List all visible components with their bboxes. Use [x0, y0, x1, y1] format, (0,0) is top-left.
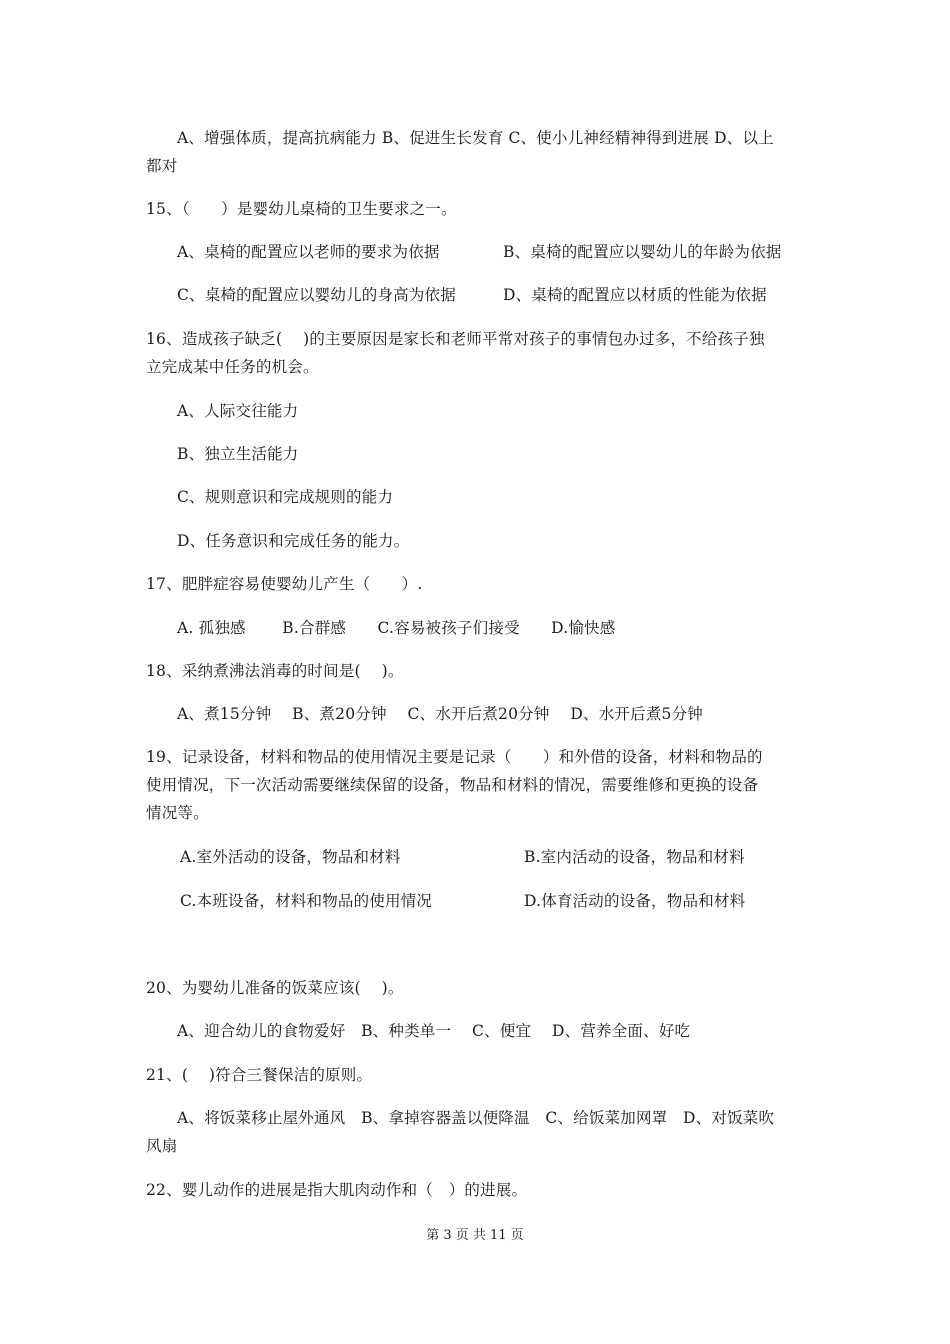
q15-option-b: B、桌椅的配置应以婴幼儿的年龄为依据 — [503, 243, 782, 261]
q16-stem-line1: 16、造成孩子缺乏( )的主要原因是家长和老师平常对孩子的事情包办过多，不给孩子独 — [146, 330, 765, 348]
q16-option-b: B、独立生活能力 — [177, 445, 299, 463]
q16-option-a: A、人际交往能力 — [177, 402, 299, 420]
q14-options-line1: A、增强体质，提高抗病能力 B、促进生长发育 C、使小儿神经精神得到进展 D、以上 — [177, 129, 774, 147]
q21-stem: 21、( )符合三餐保洁的原则。 — [146, 1066, 373, 1084]
q16-stem-line2: 立完成某中任务的机会。 — [146, 358, 319, 376]
q17-stem: 17、肥胖症容易使婴幼儿产生（ ）. — [146, 575, 423, 593]
q17-options: A. 孤独感 B.合群感 C.容易被孩子们接受 D.愉快感 — [177, 619, 616, 637]
q22-stem: 22、婴儿动作的进展是指大肌肉动作和（ ）的进展。 — [146, 1181, 528, 1199]
q19-stem-line2: 使用情况，下一次活动需要继续保留的设备，物品和材料的情况，需要维修和更换的设备 — [146, 776, 759, 794]
q19-option-b: B.室内活动的设备，物品和材料 — [524, 848, 745, 866]
q19-stem-line1: 19、记录设备，材料和物品的使用情况主要是记录（ ）和外借的设备，材料和物品的 — [146, 748, 763, 766]
q20-options: A、迎合幼儿的食物爱好 B、种类单一 C、便宜 D、营养全面、好吃 — [177, 1022, 691, 1040]
q14-options-line2: 都对 — [146, 157, 178, 175]
q21-options-line2: 风扇 — [146, 1137, 178, 1155]
q15-stem: 15、（ ）是婴幼儿桌椅的卫生要求之一。 — [146, 200, 457, 218]
q20-stem: 20、为婴幼儿准备的饭菜应该( )。 — [146, 979, 404, 997]
q19-option-d: D.体育活动的设备，物品和材料 — [524, 892, 746, 910]
q15-option-d: D、桌椅的配置应以材质的性能为依据 — [503, 286, 767, 304]
page-number-footer: 第 3 页 共 11 页 — [426, 1228, 524, 1243]
q19-option-a: A.室外活动的设备，物品和材料 — [180, 848, 401, 866]
q15-option-a: A、桌椅的配置应以老师的要求为依据 — [177, 243, 440, 261]
q19-option-c: C.本班设备，材料和物品的使用情况 — [180, 892, 433, 910]
q21-options-line1: A、将饭菜移止屋外通风 B、拿掉容器盖以便降温 C、给饭菜加网罩 D、对饭菜吹 — [177, 1109, 775, 1127]
q16-option-c: C、规则意识和完成规则的能力 — [177, 488, 394, 506]
q18-stem: 18、采纳煮沸法消毒的时间是( )。 — [146, 662, 404, 680]
q15-option-c: C、桌椅的配置应以婴幼儿的身高为依据 — [177, 286, 456, 304]
q16-option-d: D、任务意识和完成任务的能力。 — [177, 532, 410, 550]
q19-stem-line3: 情况等。 — [146, 804, 209, 822]
q18-options: A、煮15分钟 B、煮20分钟 C、水开后煮20分钟 D、水开后煮5分钟 — [177, 705, 703, 723]
